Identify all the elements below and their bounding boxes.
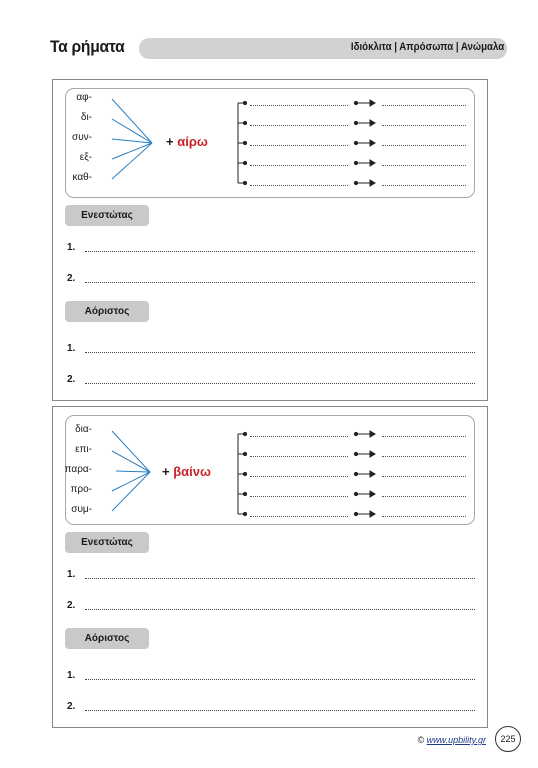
answer-line[interactable] <box>250 105 348 106</box>
answer-line[interactable] <box>382 496 466 497</box>
exercise-section-1 <box>52 79 488 401</box>
line-number: 2. <box>67 701 76 712</box>
writing-line[interactable] <box>85 282 475 283</box>
prefix: δι- <box>80 112 92 123</box>
header-subtitle: Ιδιόκλιτα | Απρόσωπα | Ανώμαλα <box>350 41 504 53</box>
answer-line[interactable] <box>250 516 348 517</box>
exercise-section-2 <box>52 406 488 728</box>
answer-line[interactable] <box>250 476 348 477</box>
prefix: επι- <box>75 444 92 455</box>
answer-line[interactable] <box>382 516 466 517</box>
answer-line[interactable] <box>250 456 348 457</box>
answer-line[interactable] <box>382 436 466 437</box>
page-number: 225 <box>495 726 521 752</box>
word-builder-box <box>65 415 475 525</box>
answer-line[interactable] <box>382 145 466 146</box>
prefix: εξ- <box>79 152 92 163</box>
answer-line[interactable] <box>382 476 466 477</box>
line-number: 2. <box>67 600 76 611</box>
line-number: 2. <box>67 273 76 284</box>
footer-copyright: © www.upbility.gr <box>417 735 486 745</box>
writing-line[interactable] <box>85 578 475 579</box>
line-number: 1. <box>67 569 76 580</box>
root-verb-label: + βαίνω <box>162 464 211 479</box>
answer-line[interactable] <box>250 145 348 146</box>
answer-line[interactable] <box>250 165 348 166</box>
prefix: δια- <box>75 424 92 435</box>
line-number: 1. <box>67 343 76 354</box>
writing-line[interactable] <box>85 251 475 252</box>
answer-line[interactable] <box>250 125 348 126</box>
tense-label-aorist: Αόριστος <box>65 301 149 322</box>
writing-line[interactable] <box>85 352 475 353</box>
answer-brackets <box>66 416 474 524</box>
line-number: 2. <box>67 374 76 385</box>
prefix: συν- <box>72 132 92 143</box>
answer-line[interactable] <box>382 185 466 186</box>
answer-line[interactable] <box>250 496 348 497</box>
writing-line[interactable] <box>85 609 475 610</box>
answer-line[interactable] <box>382 105 466 106</box>
answer-line[interactable] <box>250 185 348 186</box>
tense-label-aorist: Αόριστος <box>65 628 149 649</box>
prefix: αφ- <box>76 92 92 103</box>
word-builder-box <box>65 88 475 198</box>
line-number: 1. <box>67 242 76 253</box>
line-number: 1. <box>67 670 76 681</box>
writing-line[interactable] <box>85 383 475 384</box>
prefix: προ- <box>70 484 92 495</box>
root-verb: βαίνω <box>173 464 211 479</box>
answer-line[interactable] <box>382 125 466 126</box>
tense-label-present: Ενεστώτας <box>65 205 149 226</box>
answer-line[interactable] <box>382 165 466 166</box>
page-title: Τα ρήματα <box>50 37 125 56</box>
prefix: καθ- <box>72 172 92 183</box>
answer-line[interactable] <box>382 456 466 457</box>
root-verb: αίρω <box>177 134 208 149</box>
answer-line[interactable] <box>250 436 348 437</box>
website-link[interactable]: www.upbility.gr <box>426 735 486 745</box>
writing-line[interactable] <box>85 679 475 680</box>
writing-line[interactable] <box>85 710 475 711</box>
tense-label-present: Ενεστώτας <box>65 532 149 553</box>
prefix: παρα- <box>64 464 92 475</box>
prefix: συμ- <box>71 504 92 515</box>
root-verb-label: + αίρω <box>166 134 208 149</box>
